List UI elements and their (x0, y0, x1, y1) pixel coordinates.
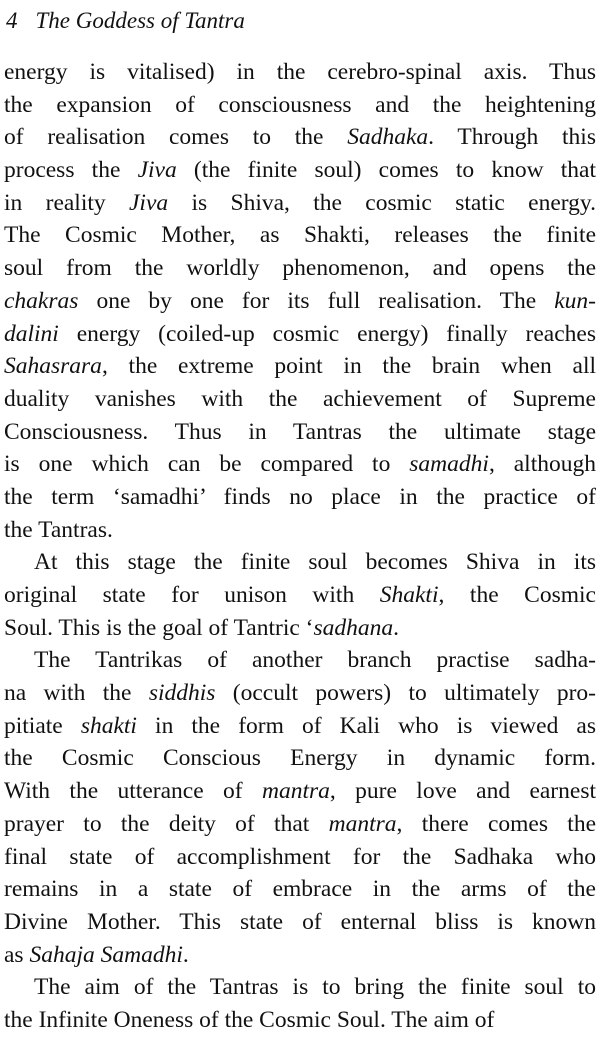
text-run: as (4, 941, 30, 968)
italic-term: mantra (261, 778, 330, 805)
italic-term: chakras (4, 287, 79, 314)
text-line (4, 416, 596, 449)
text-run: the Tantras. (4, 516, 113, 543)
text-line (4, 56, 596, 89)
text-run: na with the (4, 680, 149, 707)
text-run: . (182, 941, 189, 968)
text-line (4, 89, 596, 122)
running-head-title: The Goddess of Tantra (35, 8, 245, 33)
text-run: in reality (4, 189, 129, 216)
text-line (4, 1004, 596, 1037)
text-run: prayer to the deity of that (4, 810, 329, 837)
text-run: final state of accomplishment for the Sadhaka who (4, 843, 596, 870)
text-line (4, 187, 596, 220)
text-line (4, 448, 596, 481)
text-run: , the extreme point in the brain when all (101, 353, 596, 380)
text-line (4, 350, 596, 383)
text-run: the expansion of consciousness and the heightening (4, 91, 596, 118)
text-run: , although (488, 451, 596, 478)
text-run: of realisation comes to the (4, 124, 348, 151)
text-line (4, 742, 596, 775)
text-run: soul from the worldly phenomenon, and opens the (4, 255, 596, 282)
text-run: in the form of Kali who is viewed as (136, 712, 596, 739)
text-run: the Cosmic Conscious Energy in dynamic form. (4, 745, 596, 772)
italic-term: Shakti (379, 582, 439, 608)
text-line (4, 252, 596, 285)
text-run: . Through this (428, 124, 596, 151)
text-run: (occult powers) to ultimately pro- (215, 680, 596, 707)
text-run: the term ‘samadhi’ finds no place in the practice of (4, 483, 596, 510)
text-line (4, 906, 596, 939)
text-run: energy (coiled-up cosmic energy) finally reaches (58, 320, 596, 347)
text-line (4, 841, 596, 874)
text-line (4, 546, 596, 579)
text-run: Consciousness. Thus in Tantras the ultimate stage (4, 418, 596, 445)
text-line (4, 677, 596, 710)
paragraph (4, 644, 596, 971)
text-run: At this stage the finite soul becomes Shiva in its (34, 549, 596, 576)
text-run: the Infinite Oneness of the Cosmic Soul. The aim of (4, 1006, 495, 1033)
text-run: one by one for its full realisation. The (78, 287, 555, 314)
text-run: The Tantrikas of another branch practise sadha- (34, 647, 596, 674)
text-run: Divine Mother. This state of enternal bliss is known (4, 908, 596, 935)
text-run: original state for unison with (4, 582, 380, 608)
text-line (4, 710, 596, 743)
text-line (4, 579, 596, 612)
body-text (4, 56, 596, 1037)
text-line (4, 481, 596, 514)
text-run: pitiate (4, 712, 81, 739)
italic-term: Jiva (129, 189, 169, 216)
running-head (6, 6, 245, 36)
text-line (4, 154, 596, 187)
page-number: 4 (6, 8, 18, 33)
italic-term: shakti (80, 712, 137, 739)
text-run: The Cosmic Mother, as Shakti, releases the finite (4, 222, 596, 249)
text-run: , the Cosmic (438, 582, 596, 608)
text-run: is Shiva, the cosmic static energy. (168, 189, 596, 216)
text-run: , pure love and earnest (329, 778, 596, 805)
italic-term: Sahasrara (4, 353, 102, 380)
italic-term: dalini (4, 320, 59, 347)
text-run: process the (4, 157, 138, 184)
italic-term: sadhana (313, 614, 394, 641)
text-run: , there comes the (396, 810, 596, 837)
text-line (4, 873, 596, 906)
text-line (4, 971, 596, 1004)
text-run: Soul. This is the goal of Tantric ‘ (4, 614, 314, 641)
italic-term: mantra (328, 810, 397, 837)
italic-term: samadhi (409, 451, 489, 478)
text-run: duality vanishes with the achievement of Supreme (4, 385, 596, 412)
text-line (4, 219, 596, 252)
text-line (4, 808, 596, 841)
paragraph (4, 546, 596, 644)
italic-term: kun- (554, 287, 596, 314)
text-run: is one which can be compared to (4, 451, 410, 478)
text-line (4, 383, 596, 416)
text-run: remains in a state of embrace in the arms of the (4, 876, 596, 903)
text-run: (the finite soul) comes to know that (176, 157, 596, 184)
text-line (4, 514, 596, 547)
paragraph (4, 971, 596, 1036)
text-line (4, 121, 596, 154)
text-line (4, 285, 596, 318)
text-line (4, 939, 596, 972)
text-run: energy is vitalised) in the cerebro-spinal axis. Thus (4, 59, 596, 85)
text-line (4, 612, 596, 645)
italic-term: Sahaja Samadhi (29, 941, 183, 968)
text-line (4, 775, 596, 808)
paragraph (4, 56, 596, 546)
text-run: With the utterance of (4, 778, 262, 805)
italic-term: Sadhaka (347, 124, 429, 151)
italic-term: Jiva (137, 157, 177, 184)
italic-term: siddhis (148, 680, 216, 707)
text-line (4, 318, 596, 351)
text-run: . (393, 614, 400, 641)
text-line (4, 644, 596, 677)
text-run: The aim of the Tantras is to bring the finite soul to (34, 974, 596, 1001)
